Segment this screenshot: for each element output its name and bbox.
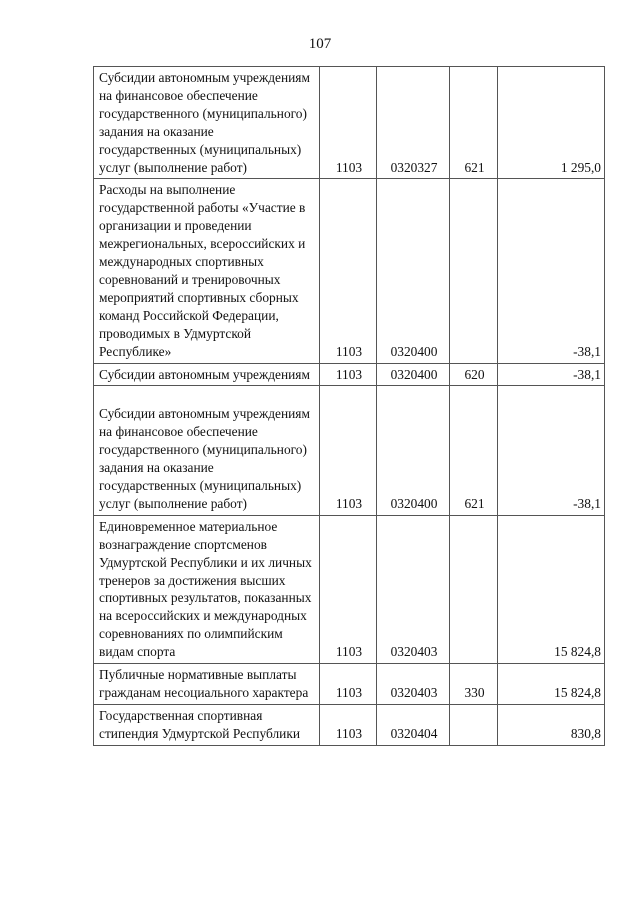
budget-table bbox=[93, 66, 605, 746]
row-section: 1103 bbox=[320, 363, 377, 386]
row-amount: 1 295,0 bbox=[498, 67, 605, 179]
spacer bbox=[99, 388, 313, 405]
row-target: 0320400 bbox=[377, 386, 450, 515]
table-row bbox=[94, 386, 605, 515]
row-target: 0320403 bbox=[377, 664, 450, 705]
row-name: Расходы на выполнение государственной работы «Участие в организации и проведении межрегиональных, всероссийских и международных спортивных соревнований и тренировочных мероприятий спортивных сборных команд Российской Федерации, проводимых в Удмуртской Республике» bbox=[94, 179, 320, 363]
table-row bbox=[94, 515, 605, 663]
row-target: 0320327 bbox=[377, 67, 450, 179]
page-number: 107 bbox=[308, 36, 332, 52]
row-amount: -38,1 bbox=[498, 386, 605, 515]
table-row bbox=[94, 363, 605, 386]
row-name: Публичные нормативные выплаты гражданам несоциального характера bbox=[94, 664, 320, 705]
row-name: Единовременное материальное вознаграждение спортсменов Удмуртской Республики и их личных тренеров за достижения высших спортивных результатов, показанных на всероссийских и международных соревнованиях по олимпийским видам спорта bbox=[94, 515, 320, 663]
row-target: 0320404 bbox=[377, 704, 450, 745]
row-amount: -38,1 bbox=[498, 179, 605, 363]
row-amount: 830,8 bbox=[498, 704, 605, 745]
row-type: 620 bbox=[450, 363, 498, 386]
row-name-cell bbox=[94, 386, 320, 515]
row-target: 0320400 bbox=[377, 179, 450, 363]
table-row bbox=[94, 664, 605, 705]
row-name: Субсидии автономным учреждениям bbox=[94, 363, 320, 386]
row-type bbox=[450, 704, 498, 745]
row-amount: 15 824,8 bbox=[498, 664, 605, 705]
row-target: 0320403 bbox=[377, 515, 450, 663]
row-type: 621 bbox=[450, 67, 498, 179]
row-amount: -38,1 bbox=[498, 363, 605, 386]
row-section: 1103 bbox=[320, 515, 377, 663]
row-section: 1103 bbox=[320, 664, 377, 705]
row-section: 1103 bbox=[320, 179, 377, 363]
row-name: Субсидии автономным учреждениям на финансовое обеспечение государственного (муниципального) задания на оказание государственных (муниципальных) услуг (выполнение работ) bbox=[94, 67, 320, 179]
row-type bbox=[450, 179, 498, 363]
row-target: 0320400 bbox=[377, 363, 450, 386]
row-type: 330 bbox=[450, 664, 498, 705]
table-row bbox=[94, 704, 605, 745]
table-row bbox=[94, 67, 605, 179]
row-type bbox=[450, 515, 498, 663]
row-name: Государственная спортивная стипендия Удмуртской Республики bbox=[94, 704, 320, 745]
row-section: 1103 bbox=[320, 67, 377, 179]
row-amount: 15 824,8 bbox=[498, 515, 605, 663]
row-type: 621 bbox=[450, 386, 498, 515]
row-name: Субсидии автономным учреждениям на финансовое обеспечение государственного (муниципального) задания на оказание государственных (муниципальных) услуг (выполнение работ) bbox=[99, 406, 310, 511]
row-section: 1103 bbox=[320, 386, 377, 515]
table-row bbox=[94, 179, 605, 363]
row-section: 1103 bbox=[320, 704, 377, 745]
